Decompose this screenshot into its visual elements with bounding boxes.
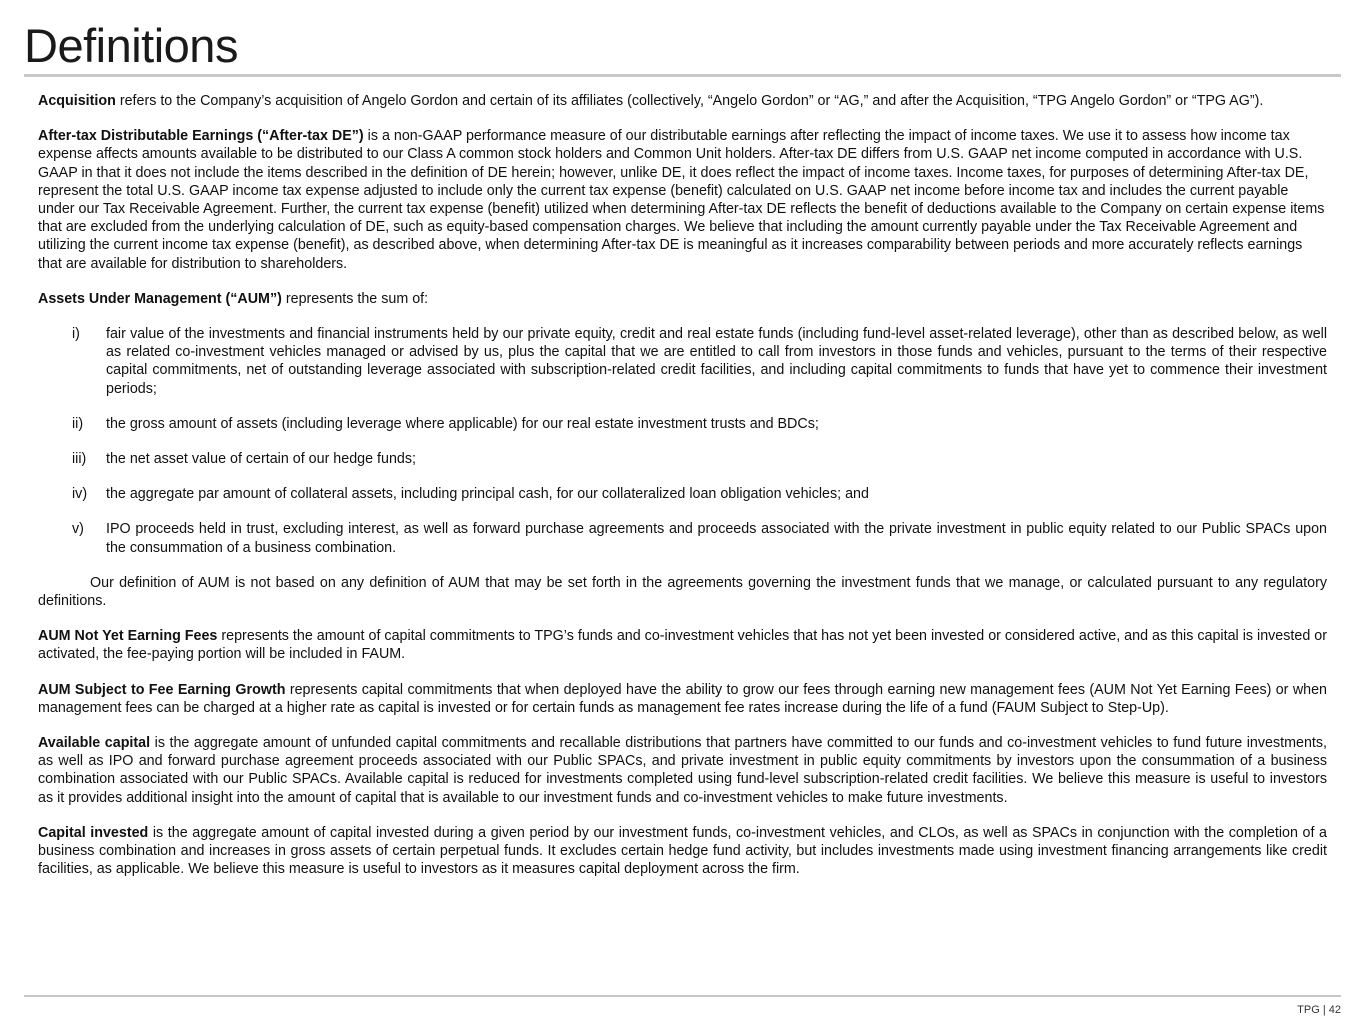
- definition-term: AUM Subject to Fee Earning Growth: [38, 681, 286, 698]
- list-item: [38, 415, 1327, 433]
- title-divider: [24, 74, 1341, 77]
- definition-text: represents the sum of:: [281, 290, 429, 307]
- definition-term: Capital invested: [38, 824, 149, 841]
- list-item-text: IPO proceeds held in trust, excluding interest, as well as forward purchase agreements and proceeds associated with the private investment in public equity related to our Public SPACs upon the consummation of a business combination.: [106, 521, 1327, 556]
- definition-text: is a non-GAAP performance measure of our distributable earnings after reflecting the impact of income taxes. We use it to assess how income tax expense affects amounts available to be distributed to our Class A common stock holders and Common Unit holders. After-tax DE differs from U.S. GAAP net income computed in accordance with U.S. GAAP in that it does not include the items described in the definition of DE herein; however, unlike DE, it does reflect the impact of income taxes. Income taxes, for purposes of determining After-tax DE, represent the total U.S. GAAP income tax expense adjusted to include only the current tax expense (benefit) calculated on U.S. GAAP net income before income tax and includes the current payable under our Tax Receivable Agreement. Further, the current tax expense (benefit) utilized when determining After-tax DE reflects the benefit of deductions available to the Company on certain expense items that are excluded from the underlying calculation of DE, such as equity-based compensation charges. We believe that including the amount currently payable under the Tax Receivable Agreement and utilizing the current income tax expense (benefit), as described above, when determining After-tax DE is meaningful as it increases comparability between periods and more accurately reflects earnings that are available for distribution to shareholders.: [38, 128, 1325, 272]
- definition-available-capital: [38, 734, 1327, 807]
- definition-text: represents the amount of capital commitments to TPG’s funds and co-investment vehicles that has not yet been invested or considered active, and as this capital is invested or activated, the fee-paying portion will be included in FAUM.: [38, 628, 1327, 663]
- list-item-number: iii): [72, 451, 87, 468]
- list-item-number: i): [72, 326, 80, 343]
- list-item: [38, 485, 1327, 503]
- definition-aum-subject-to-fee-earning-growth: [38, 681, 1327, 717]
- definition-after-tax-de: [38, 127, 1327, 273]
- definition-capital-invested: [38, 824, 1327, 879]
- definition-acquisition: [38, 92, 1327, 110]
- page-footer: TPG | 42: [1297, 1004, 1341, 1016]
- definition-term: Acquisition: [38, 93, 116, 109]
- list-item: [38, 450, 1327, 468]
- definition-text: represents capital commitments that when deployed have the ability to grow our fees through earning new management fees (AUM Not Yet Earning Fees) or when management fees can be charged at a higher rate as capital is invested or for certain funds as management fee rates increase during the life of a fund (FAUM Subject to Step-Up).: [38, 681, 1327, 716]
- list-item-number: iv): [72, 486, 88, 503]
- footer-divider: [24, 995, 1341, 997]
- definition-term: Available capital: [38, 735, 151, 752]
- definition-term: After-tax Distributable Earnings (“After-tax DE”): [38, 128, 364, 145]
- list-item: [38, 520, 1327, 556]
- list-item-text: the net asset value of certain of our hedge funds;: [106, 451, 416, 468]
- aum-note: Our definition of AUM is not based on any definition of AUM that may be set forth in the agreements governing the investment funds that we manage, or calculated pursuant to any regulatory definitions.: [38, 574, 1327, 610]
- list-item-text: the gross amount of assets (including leverage where applicable) for our real estate investment trusts and BDCs;: [106, 415, 819, 432]
- definition-text: is the aggregate amount of capital invested during a given period by our investment funds, co-investment vehicles, and CLOs, as well as SPACs in conjunction with the completion of a business combination and increases in gross assets of certain perpetual funds. It excludes certain hedge fund activity, but includes investments made using investment financing arrangements like credit facilities, as applicable. We believe this measure is useful to investors as it measures capital deployment across the firm.: [38, 824, 1327, 878]
- list-item-text: the aggregate par amount of collateral assets, including principal cash, for our collateralized loan obligation vehicles; and: [106, 486, 869, 503]
- aum-components-list: [38, 325, 1327, 557]
- list-item-number: ii): [72, 415, 84, 432]
- definitions-body: [38, 92, 1327, 896]
- definition-aum-not-yet-earning-fees: [38, 627, 1327, 663]
- definition-term: AUM Not Yet Earning Fees: [38, 628, 218, 645]
- list-item-text: fair value of the investments and financial instruments held by our private equity, credit and real estate funds (including fund-level asset-related leverage), other than as described below, as well as related co-investment vehicles managed or advised by us, plus the capital that we are entitled to call from investors in those funds and vehicles, pursuant to the terms of their respective capital commitments, net of outstanding leverage associated with subscription-related credit facilities, and including capital commitments to funds that have yet to commence their investment periods;: [106, 326, 1327, 397]
- page-title: Definitions: [24, 19, 238, 72]
- definition-text: refers to the Company’s acquisition of Angelo Gordon and certain of its affiliates (collectively, “Angelo Gordon” or “AG,” and after the Acquisition, “TPG Angelo Gordon” or “TPG AG”).: [115, 93, 1264, 109]
- definition-term: Assets Under Management (“AUM”): [38, 290, 282, 307]
- definition-aum: [38, 290, 1327, 308]
- list-item-number: v): [72, 521, 84, 538]
- definition-text: is the aggregate amount of unfunded capital commitments and recallable distributions that partners have committed to our funds and co-investment vehicles to fund future investments, as well as IPO and forward purchase agreement proceeds associated with our Public SPACs, and private investment in public equity commitments by investors upon the consummation of a business combination associated with our Public SPACs. Available capital is reduced for investments completed using fund-level subscription-related credit facilities. We believe this measure is useful to investors as it provides additional insight into the amount of capital that is available to our investment funds and co-investment vehicles to make future investments.: [38, 735, 1328, 806]
- list-item: [38, 325, 1327, 398]
